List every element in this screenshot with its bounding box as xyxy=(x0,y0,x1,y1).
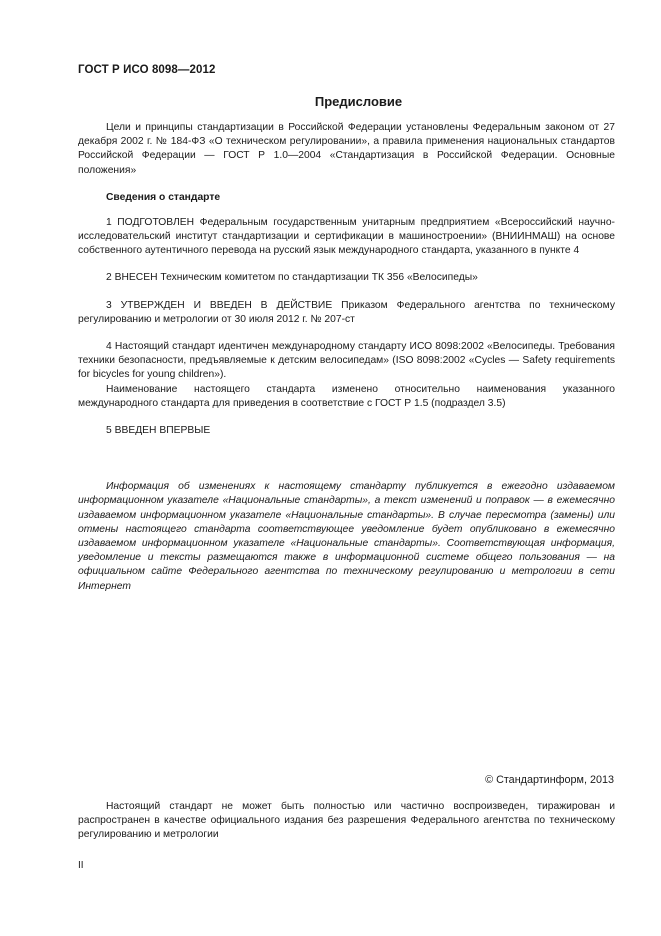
page-number: II xyxy=(78,860,84,871)
notice-block xyxy=(78,480,615,594)
info-item-2: 2 ВНЕСЕН Техническим комитетом по стандартизации ТК 356 «Велосипеды» xyxy=(106,272,478,284)
document-code: ГОСТ Р ИСО 8098—2012 xyxy=(78,64,216,76)
page-title: Предисловие xyxy=(314,94,403,109)
info-item-4: 4 Настоящий стандарт идентичен международному стандарту ИСО 8098:2002 «Велосипеды. Требования техники безопасности, предъявляемые к детским велосипедам» (ISO 8098:2002 «Cycles — Safety requirements for bicycles for young children»). xyxy=(78,341,615,381)
info-item-1: 1 ПОДГОТОВЛЕН Федеральным государственным унитарным предприятием «Всероссийский научно-исследовательский институт стандартизации и сертификации в машиностроении» (ВНИИНМАШ) на основе собственного аутентичного перевода на русский язык международного стандарта, указанного в пункте 4 xyxy=(78,216,615,257)
info-item-4-note: Наименование настоящего стандарта изменено относительно наименования указанного международного стандарта для приведения в соответствие с ГОСТ Р 1.5 (подраздел 3.5) xyxy=(78,383,615,409)
footer-paragraph: Настоящий стандарт не может быть полностью или частично воспроизведен, тиражирован и распространен в качестве официального издания без разрешения Федерального агентства по техническому регулированию и метрологии xyxy=(78,801,615,841)
intro-paragraph: Цели и принципы стандартизации в Российской Федерации установлены Федеральным законом от 27 декабря 2002 г. № 184-ФЗ «О техническом регулировании», а правила применения национальных стандартов Российской Федерации — ГОСТ Р 1.0—2004 «Стандартизация в Российской Федерации. Основные положения» xyxy=(78,122,615,176)
copyright: © Стандартинформ, 2013 xyxy=(485,774,614,786)
info-item-3: 3 УТВЕРЖДЕН И ВВЕДЕН В ДЕЙСТВИЕ Приказом Федерального агентства по техническому регулированию и метрологии от 30 июля 2012 г. № 207-ст xyxy=(78,299,615,325)
page-body xyxy=(78,64,615,594)
footer xyxy=(78,800,615,843)
notice-paragraph: Информация об изменениях к настоящему стандарту публикуется в ежегодно издаваемом информационном указателе «Национальные стандарты», а текст изменений и поправок — в ежемесячно издаваемом информационном указателе «Национальные стандарты». В случае пересмотра (замены) или отмены настоящего стандарта соответствующее уведомление будет опубликовано в ежемесячно издаваемом информационном указателе «Национальные стандарты». Соответствующая информация, уведомление и тексты размещаются также в информационной системе общего пользования — на официальном сайте Федерального агентства по техническому регулированию и метрологии в сети Интернет xyxy=(78,481,615,592)
section-heading: Сведения о стандарте xyxy=(106,191,221,203)
info-item-5: 5 ВВЕДЕН ВПЕРВЫЕ xyxy=(106,425,211,437)
